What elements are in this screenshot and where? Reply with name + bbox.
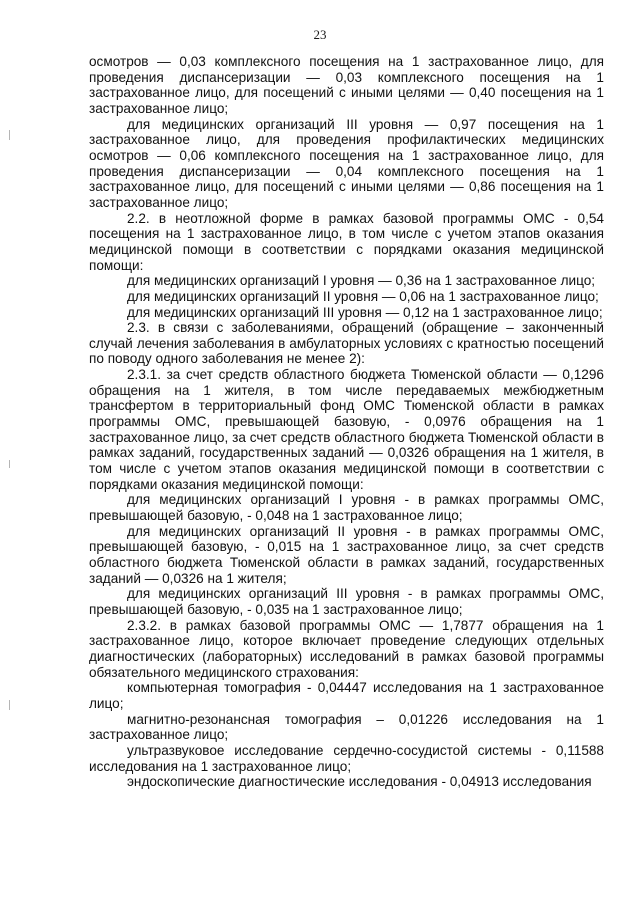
page-number: 23 <box>313 27 327 42</box>
paragraph: для медицинских организаций III уровня — 0,97 посещения на 1 застрахованное лицо, для проведения профилактических медицинских осмотров — 0,06 комплексного посещения на 1 застрахованное лицо, для проведения диспансеризации — 0,04 комплексного посещения на 1 застрахованное лицо, для посещений с иными целями — 0,86 посещения на 1 застрахованное лицо; <box>89 116 604 210</box>
paragraph: магнитно-резонансная томография – 0,01226 исследования на 1 застрахованное лицо; <box>89 711 604 743</box>
paragraph: компьютерная томография - 0,04447 исследования на 1 застрахованное лицо; <box>89 680 604 711</box>
paragraph: ультразвуковое исследование сердечно-сосудистой системы - 0,11588 исследования на 1 застрахованное лицо; <box>89 742 604 774</box>
paragraph: для медицинских организаций I уровня — 0,36 на 1 застрахованное лицо; <box>127 273 596 289</box>
paragraph: осмотров — 0,03 комплексного посещения на 1 застрахованное лицо, для проведения диспансеризации — 0,03 комплексного посещения на 1 застрахованное лицо, для посещений с иными целями — 0,40 посещения на 1 застрахованное лицо; <box>89 54 604 116</box>
paragraph: 2.3.2. в рамках базовой программы ОМС — 1,7877 обращения на 1 застрахованное лицо, которое включает проведение следующих отдельных диагностических (лабораторных) исследований в рамках базовой программы обязательного медицинского страхования: <box>89 617 604 680</box>
paragraph: 2.2. в неотложной форме в рамках базовой программы ОМС - 0,54 посещения на 1 застрахованное лицо, в том числе с учетом этапов оказания медицинской помощи в соответствии с порядками оказания медицинской помощи: <box>89 210 604 273</box>
paragraph: для медицинских организаций III уровня — 0,12 на 1 застрахованное лицо; <box>127 304 603 320</box>
paragraph: для медицинских организаций II уровня — 0,06 на 1 застрахованное лицо; <box>127 288 599 304</box>
paragraph: для медицинских организаций II уровня - в рамках программы ОМС, превышающей базовую, - 0,015 на 1 застрахованное лицо, за счет средств областного бюджета Тюменской области в рамках заданий, государственных заданий — 0,0326 на 1 жителя; <box>89 523 604 586</box>
paragraph: для медицинских организаций III уровня - в рамках программы ОМС, превышающей базовую, - 0,035 на 1 застрахованное лицо; <box>89 586 604 617</box>
scan-edge-mark <box>9 700 10 710</box>
paragraph: эндоскопические диагностические исследования - 0,04913 исследования <box>127 774 592 790</box>
scan-edge-mark <box>9 460 10 468</box>
paragraph: 2.3. в связи с заболеваниями, обращений (обращение – законченный случай лечения заболевания в амбулаторных условиях с кратностью посещений по поводу одного заболевания не менее 2): <box>89 320 604 367</box>
paragraph: 2.3.1. за счет средств областного бюджета Тюменской области — 0,1296 обращения на 1 жителя, в том числе передаваемых межбюджетным трансфертом в территориальный фонд ОМС Тюменской области в рамках программы ОМС, превышающей базовую, - 0,0976 обращения на 1 застрахованное лицо, за счет средств областного бюджета Тюменской области в рамках заданий, государственных заданий — 0,0326 обращения на 1 жителя, в том числе с учетом этапов оказания медицинской помощи в соответствии с порядками оказания медицинской помощи: <box>89 367 604 492</box>
scan-edge-mark <box>9 130 10 140</box>
document-body <box>89 54 604 790</box>
paragraph: для медицинских организаций I уровня - в рамках программы ОМС, превышающей базовую, - 0,048 на 1 застрахованное лицо; <box>89 492 604 524</box>
